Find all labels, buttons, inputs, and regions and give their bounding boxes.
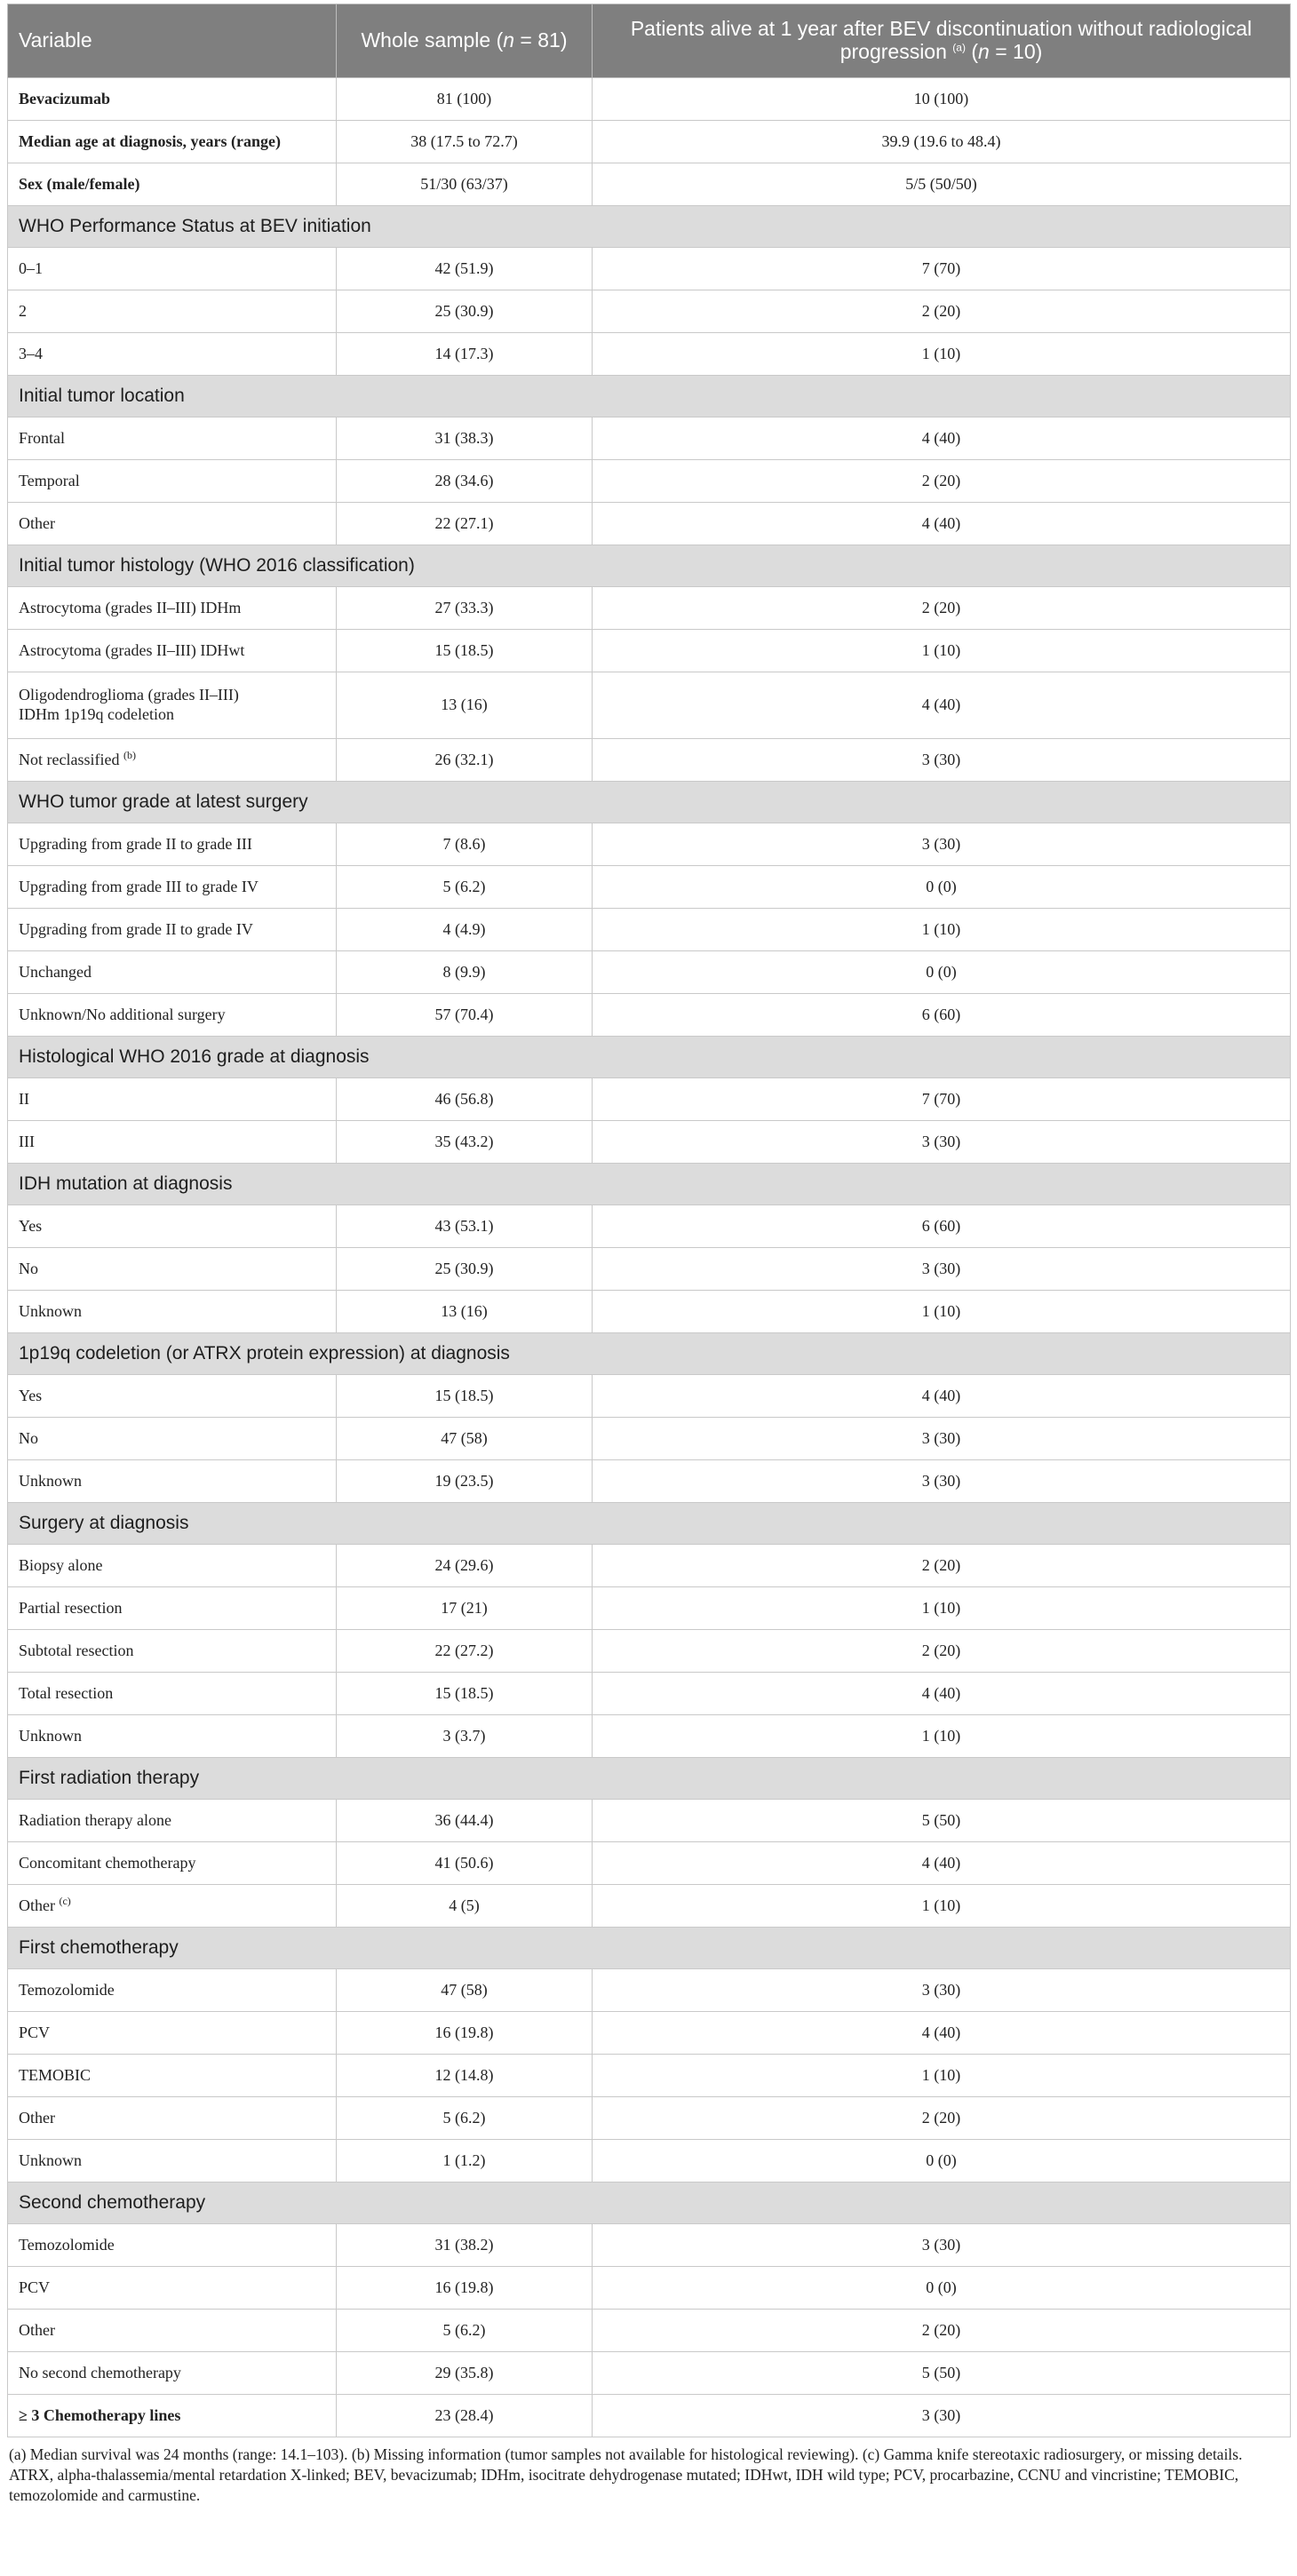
row-label: Astrocytoma (grades II–III) IDHm <box>8 587 337 630</box>
row-label: Frontal <box>8 417 337 460</box>
row-whole: 81 (100) <box>337 78 593 121</box>
row-label: Sex (male/female) <box>8 163 337 206</box>
row-whole: 51/30 (63/37) <box>337 163 593 206</box>
table-row <box>8 2224 1291 2267</box>
table-row <box>8 163 1291 206</box>
row-whole: 35 (43.2) <box>337 1121 593 1164</box>
row-alive: 1 (10) <box>593 1715 1291 1758</box>
header-alive-line2-suffix: = 10) <box>989 40 1043 63</box>
section-title: 1p19q codeletion (or ATRX protein expression) at diagnosis <box>8 1333 1291 1375</box>
table-row <box>8 2055 1291 2097</box>
row-alive: 4 (40) <box>593 503 1291 545</box>
section-header <box>8 1758 1291 1800</box>
row-alive: 4 (40) <box>593 2012 1291 2055</box>
row-label: Temozolomide <box>8 2224 337 2267</box>
row-alive: 6 (60) <box>593 1205 1291 1248</box>
table-row <box>8 1291 1291 1333</box>
table-row <box>8 1205 1291 1248</box>
row-whole: 31 (38.3) <box>337 417 593 460</box>
table-row <box>8 994 1291 1037</box>
row-label: Temporal <box>8 460 337 503</box>
row-alive: 3 (30) <box>593 739 1291 782</box>
characteristics-table <box>7 4 1291 2437</box>
row-whole: 19 (23.5) <box>337 1460 593 1503</box>
row-alive: 3 (30) <box>593 823 1291 866</box>
row-whole: 7 (8.6) <box>337 823 593 866</box>
row-alive: 4 (40) <box>593 1673 1291 1715</box>
section-header <box>8 1164 1291 1205</box>
row-label: Other <box>8 2310 337 2352</box>
row-label: Median age at diagnosis, years (range) <box>8 121 337 163</box>
table-row <box>8 866 1291 909</box>
row-alive: 2 (20) <box>593 290 1291 333</box>
table-row <box>8 630 1291 672</box>
row-alive: 1 (10) <box>593 333 1291 376</box>
row-label: Unknown <box>8 1291 337 1333</box>
row-label: Temozolomide <box>8 1969 337 2012</box>
table-row <box>8 672 1291 739</box>
row-alive: 4 (40) <box>593 417 1291 460</box>
table-container <box>7 4 1290 2505</box>
table-row <box>8 1248 1291 1291</box>
section-header <box>8 206 1291 248</box>
row-whole: 17 (21) <box>337 1587 593 1630</box>
table-row <box>8 1969 1291 2012</box>
section-header <box>8 376 1291 417</box>
row-whole: 12 (14.8) <box>337 2055 593 2097</box>
table-row <box>8 460 1291 503</box>
row-whole: 43 (53.1) <box>337 1205 593 1248</box>
row-alive: 1 (10) <box>593 909 1291 951</box>
row-label: Upgrading from grade II to grade IV <box>8 909 337 951</box>
row-label: PCV <box>8 2012 337 2055</box>
row-alive: 2 (20) <box>593 587 1291 630</box>
row-label <box>8 672 337 739</box>
row-whole: 15 (18.5) <box>337 630 593 672</box>
row-whole: 4 (5) <box>337 1885 593 1928</box>
row-label: TEMOBIC <box>8 2055 337 2097</box>
row-label: 0–1 <box>8 248 337 290</box>
row-label <box>8 1885 337 1928</box>
table-row <box>8 1715 1291 1758</box>
row-alive: 39.9 (19.6 to 48.4) <box>593 121 1291 163</box>
row-alive: 1 (10) <box>593 1587 1291 1630</box>
table-row <box>8 248 1291 290</box>
row-label <box>8 739 337 782</box>
header-whole-prefix: Whole sample ( <box>361 28 504 52</box>
header-whole-suffix: = 81) <box>514 28 568 52</box>
row-whole: 41 (50.6) <box>337 1842 593 1885</box>
row-whole: 3 (3.7) <box>337 1715 593 1758</box>
header-variable: Variable <box>8 4 337 78</box>
row-alive: 5 (50) <box>593 2352 1291 2395</box>
table-row <box>8 1842 1291 1885</box>
row-whole: 24 (29.6) <box>337 1545 593 1587</box>
table-row <box>8 1078 1291 1121</box>
section-title: Histological WHO 2016 grade at diagnosis <box>8 1037 1291 1078</box>
header-row <box>8 4 1291 78</box>
row-label-text: Not reclassified <box>19 750 120 768</box>
row-label: Concomitant chemotherapy <box>8 1842 337 1885</box>
header-whole-sample <box>337 4 593 78</box>
row-label: No <box>8 1248 337 1291</box>
row-whole: 5 (6.2) <box>337 866 593 909</box>
row-whole: 22 (27.2) <box>337 1630 593 1673</box>
row-label-line2: IDHm 1p19q codeletion <box>19 705 174 723</box>
table-row <box>8 1587 1291 1630</box>
section-header <box>8 545 1291 587</box>
table-row <box>8 2352 1291 2395</box>
table-row <box>8 1418 1291 1460</box>
row-whole: 5 (6.2) <box>337 2097 593 2140</box>
row-whole: 27 (33.3) <box>337 587 593 630</box>
row-whole: 36 (44.4) <box>337 1800 593 1842</box>
table-row <box>8 2267 1291 2310</box>
row-whole: 13 (16) <box>337 1291 593 1333</box>
row-whole: 47 (58) <box>337 1418 593 1460</box>
row-whole: 26 (32.1) <box>337 739 593 782</box>
table-row <box>8 1630 1291 1673</box>
row-alive: 4 (40) <box>593 1842 1291 1885</box>
row-label: Other <box>8 2097 337 2140</box>
table-row <box>8 2140 1291 2182</box>
section-title: Initial tumor histology (WHO 2016 classification) <box>8 545 1291 587</box>
row-alive: 3 (30) <box>593 1121 1291 1164</box>
row-alive: 2 (20) <box>593 1630 1291 1673</box>
row-whole: 57 (70.4) <box>337 994 593 1037</box>
table-row <box>8 121 1291 163</box>
row-whole: 15 (18.5) <box>337 1673 593 1715</box>
section-header <box>8 782 1291 823</box>
row-label: ≥ 3 Chemotherapy lines <box>8 2395 337 2437</box>
header-alive-line2-mid: ( <box>965 40 979 63</box>
row-whole: 23 (28.4) <box>337 2395 593 2437</box>
row-whole: 22 (27.1) <box>337 503 593 545</box>
row-label: No second chemotherapy <box>8 2352 337 2395</box>
row-alive: 4 (40) <box>593 1375 1291 1418</box>
section-title: Second chemotherapy <box>8 2182 1291 2224</box>
row-alive: 5/5 (50/50) <box>593 163 1291 206</box>
row-label: Subtotal resection <box>8 1630 337 1673</box>
row-alive: 0 (0) <box>593 951 1291 994</box>
row-alive: 1 (10) <box>593 1291 1291 1333</box>
row-whole: 47 (58) <box>337 1969 593 2012</box>
row-alive: 2 (20) <box>593 1545 1291 1587</box>
table-row <box>8 1375 1291 1418</box>
row-label: Other <box>8 503 337 545</box>
section-header <box>8 1333 1291 1375</box>
section-title: WHO Performance Status at BEV initiation <box>8 206 1291 248</box>
row-whole: 8 (9.9) <box>337 951 593 994</box>
row-label: Total resection <box>8 1673 337 1715</box>
row-label: Unknown <box>8 2140 337 2182</box>
row-alive: 2 (20) <box>593 2097 1291 2140</box>
section-title: First chemotherapy <box>8 1928 1291 1969</box>
table-row <box>8 1121 1291 1164</box>
row-label: Radiation therapy alone <box>8 1800 337 1842</box>
section-header <box>8 1503 1291 1545</box>
table-footnotes <box>7 2445 1290 2505</box>
row-whole: 42 (51.9) <box>337 248 593 290</box>
row-alive: 10 (100) <box>593 78 1291 121</box>
row-alive: 3 (30) <box>593 1248 1291 1291</box>
table-row <box>8 1800 1291 1842</box>
row-whole: 5 (6.2) <box>337 2310 593 2352</box>
row-label: Partial resection <box>8 1587 337 1630</box>
row-label: Unknown <box>8 1715 337 1758</box>
row-label: Astrocytoma (grades II–III) IDHwt <box>8 630 337 672</box>
row-whole: 1 (1.2) <box>337 2140 593 2182</box>
row-alive: 0 (0) <box>593 2140 1291 2182</box>
header-alive-patients <box>593 4 1291 78</box>
row-whole: 25 (30.9) <box>337 1248 593 1291</box>
row-alive: 6 (60) <box>593 994 1291 1037</box>
row-whole: 28 (34.6) <box>337 460 593 503</box>
row-alive: 1 (10) <box>593 1885 1291 1928</box>
row-whole: 38 (17.5 to 72.7) <box>337 121 593 163</box>
row-label: Yes <box>8 1205 337 1248</box>
row-alive: 3 (30) <box>593 2395 1291 2437</box>
row-label: Unknown <box>8 1460 337 1503</box>
row-alive: 0 (0) <box>593 866 1291 909</box>
row-alive: 0 (0) <box>593 2267 1291 2310</box>
row-alive: 3 (30) <box>593 1418 1291 1460</box>
row-label: No <box>8 1418 337 1460</box>
footnote-line-1: (a) Median survival was 24 months (range: 14.1–103). (b) Missing information (tumor samples not available for histological reviewing). (c) Gamma knife stereotaxic radiosurgery, or missing details. <box>9 2445 1243 2463</box>
row-alive: 4 (40) <box>593 672 1291 739</box>
footnote-marker: (b) <box>123 748 136 761</box>
header-whole-n: n <box>503 28 515 52</box>
row-whole: 46 (56.8) <box>337 1078 593 1121</box>
row-alive: 7 (70) <box>593 1078 1291 1121</box>
table-row <box>8 503 1291 545</box>
table-row <box>8 1673 1291 1715</box>
row-whole: 29 (35.8) <box>337 2352 593 2395</box>
row-label: Unchanged <box>8 951 337 994</box>
row-alive: 2 (20) <box>593 2310 1291 2352</box>
section-title: Surgery at diagnosis <box>8 1503 1291 1545</box>
footnote-line-2: ATRX, alpha-thalassemia/mental retardation X-linked; BEV, bevacizumab; IDHm, isocitrate dehydrogenase mutated; IDHwt, IDH wild type; PCV, procarbazine, CCNU and vincristine; TEMOBIC, temozolomide and carmustine. <box>9 2465 1239 2504</box>
row-alive: 5 (50) <box>593 1800 1291 1842</box>
section-title: First radiation therapy <box>8 1758 1291 1800</box>
row-whole: 4 (4.9) <box>337 909 593 951</box>
table-row <box>8 739 1291 782</box>
row-label: PCV <box>8 2267 337 2310</box>
section-title: WHO tumor grade at latest surgery <box>8 782 1291 823</box>
header-alive-line1: Patients alive at 1 year after BEV discontinuation without radiological <box>630 17 1253 41</box>
table-row <box>8 78 1291 121</box>
row-label: Upgrading from grade II to grade III <box>8 823 337 866</box>
row-whole: 25 (30.9) <box>337 290 593 333</box>
row-whole: 13 (16) <box>337 672 593 739</box>
table-row <box>8 333 1291 376</box>
row-label: Upgrading from grade III to grade IV <box>8 866 337 909</box>
table-row <box>8 2310 1291 2352</box>
table-row <box>8 951 1291 994</box>
section-title: IDH mutation at diagnosis <box>8 1164 1291 1205</box>
section-title: Initial tumor location <box>8 376 1291 417</box>
row-label-text: Other <box>19 1896 55 1914</box>
row-alive: 3 (30) <box>593 2224 1291 2267</box>
table-row <box>8 823 1291 866</box>
row-label: Yes <box>8 1375 337 1418</box>
row-alive: 3 (30) <box>593 1969 1291 2012</box>
section-header <box>8 2182 1291 2224</box>
table-row <box>8 290 1291 333</box>
row-label: Bevacizumab <box>8 78 337 121</box>
row-label-line1: Oligodendroglioma (grades II–III) <box>19 686 239 704</box>
section-header <box>8 1928 1291 1969</box>
row-alive: 7 (70) <box>593 248 1291 290</box>
header-alive-n: n <box>978 40 990 63</box>
header-alive-sup: (a) <box>952 41 966 54</box>
row-label: II <box>8 1078 337 1121</box>
header-alive-line2-prefix: progression <box>839 40 953 63</box>
row-whole: 15 (18.5) <box>337 1375 593 1418</box>
row-label: III <box>8 1121 337 1164</box>
table-row <box>8 1885 1291 1928</box>
row-alive: 3 (30) <box>593 1460 1291 1503</box>
row-whole: 16 (19.8) <box>337 2267 593 2310</box>
row-alive: 1 (10) <box>593 630 1291 672</box>
table-row <box>8 2012 1291 2055</box>
table-row <box>8 417 1291 460</box>
row-whole: 31 (38.2) <box>337 2224 593 2267</box>
table-row <box>8 1460 1291 1503</box>
table-row <box>8 909 1291 951</box>
row-label: 2 <box>8 290 337 333</box>
row-alive: 1 (10) <box>593 2055 1291 2097</box>
table-row <box>8 2395 1291 2437</box>
row-label: Unknown/No additional surgery <box>8 994 337 1037</box>
section-header <box>8 1037 1291 1078</box>
table-row <box>8 1545 1291 1587</box>
table-row <box>8 2097 1291 2140</box>
row-label: 3–4 <box>8 333 337 376</box>
row-label: Biopsy alone <box>8 1545 337 1587</box>
row-alive: 2 (20) <box>593 460 1291 503</box>
footnote-marker: (c) <box>59 1894 71 1907</box>
row-whole: 14 (17.3) <box>337 333 593 376</box>
row-whole: 16 (19.8) <box>337 2012 593 2055</box>
table-row <box>8 587 1291 630</box>
